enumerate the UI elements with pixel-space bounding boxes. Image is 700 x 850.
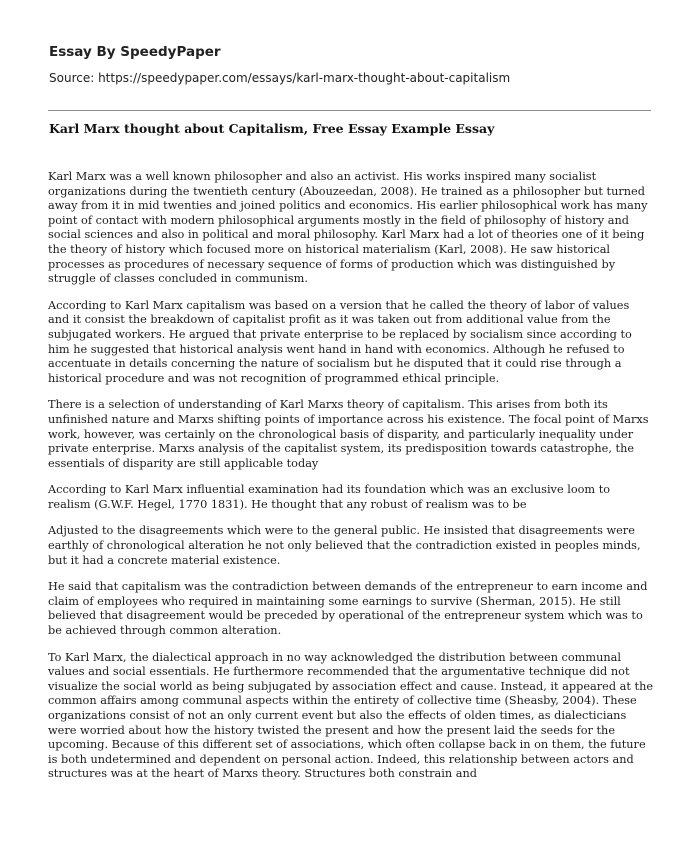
essay-title: Karl Marx thought about Capitalism, Free Essay Example Essay [49, 121, 495, 136]
header-divider [48, 110, 651, 111]
brand-header: Essay By SpeedyPaper [49, 44, 221, 60]
essay-body [48, 170, 654, 794]
paragraph-4: According to Karl Marx influential examination had its foundation which was an exclusive loom to realism (G.W.F. Hegel, 1770 1831). He thought that any robust of realism was to be [48, 483, 611, 511]
paragraph-6: He said that capitalism was the contradiction between demands of the entrepreneur to earn income and claim of employees who required in maintaining some earnings to survive (Sherman, 2015). He still believed that disagreement would be preceded by operational of the entrepreneur system which was to be achieved through common alteration. [48, 580, 648, 638]
paragraph-1: Karl Marx was a well known philosopher and also an activist. His works inspired many socialist organizations during the twentieth century (Abouzeedan, 2008). He trained as a philosopher but turned away from it in mid twenties and joined politics and economics. His earlier philosophical work has many point of contact with modern philosophical arguments mostly in the field of philosophy of history and social sciences and also in political and moral philosophy. Karl Marx had a lot of theories one of it being the theory of history which focused more on historical materialism (Karl, 2008). He saw historical processes as procedures of necessary sequence of forms of production which was distinguished by struggle of classes concluded in communism. [48, 170, 648, 286]
paragraph-3: There is a selection of understanding of Karl Marxs theory of capitalism. This arises from both its unfinished nature and Marxs shifting points of importance across his existence. The focal point of Marxs work, however, was certainly on the chronological basis of disparity, and particularly inequality under private enterprise. Marxs analysis of the capitalist system, its predisposition towards catastrophe, the essentials of disparity are still applicable today [48, 398, 649, 470]
source-line: Source: https://speedypaper.com/essays/karl-marx-thought-about-capitalism [49, 71, 511, 85]
paragraph-2: According to Karl Marx capitalism was based on a version that he called the theory of labor of values and it consist the breakdown of capitalist profit as it was taken out from additional value from the subjugated workers. He argued that private enterprise to be replaced by socialism since according to him he suggested that historical analysis went hand in hand with economics. Although he refused to accentuate in details concerning the nature of socialism but he disputed that it could rise through a historical procedure and was not recognition of programmed ethical principle. [48, 298, 632, 385]
paragraph-7: To Karl Marx, the dialectical approach in no way acknowledged the distribution between communal values and social essentials. He furthermore recommended that the argumentative technique did not visualize the social world as being subjugated by association effect and cause. Instead, it appeared at the common affairs among communal aspects within the entirety of collective time (Sheasby, 2004). These organizations consist of not an only current event but also the effects of olden times, as dialecticians were worried about how the history twisted the present and how the present laid the seeds for the upcoming. Because of this different set of associations, which often collapse back in on them, the future is both undetermined and dependent on personal action. Indeed, this relationship between actors and structures was at the heart of Marxs theory. Structures both constrain and [48, 650, 654, 781]
paragraph-5: Adjusted to the disagreements which were to the general public. He insisted that disagreements were earthly of chronological alteration he not only believed that the contradiction existed in peoples minds, but it had a concrete material existence. [48, 524, 641, 567]
